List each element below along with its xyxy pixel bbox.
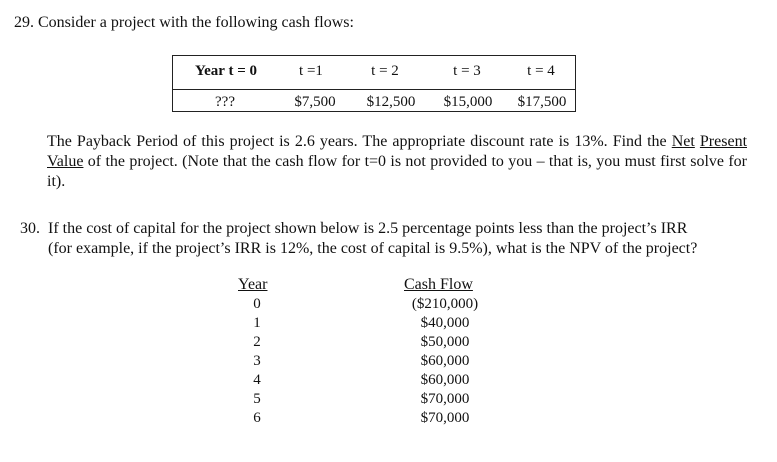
table-header-t3: t = 3 <box>453 63 481 79</box>
question-text-line: (for example, if the project’s IRR is 12%, the cost of capital is 9.5%), what is the NPV of the project? <box>48 240 698 257</box>
table-header-t1: t =1 <box>299 63 323 79</box>
table-value-t2: $12,500 <box>366 94 416 110</box>
year-value: 2 <box>253 334 261 350</box>
table-header-t2: t = 2 <box>371 63 399 79</box>
paragraph-text: of the project. (Note that the cash flow for t=0 is not provided to you – that is, you must first solve for it). <box>47 153 747 190</box>
question-text-line: If the cost of capital for the project shown below is 2.5 percentage points less than the project’s IRR <box>48 220 688 237</box>
cash-flow-value: $60,000 <box>420 353 470 369</box>
table-header-year-t0: Year t = 0 <box>194 63 257 79</box>
question-29-prompt <box>14 14 354 32</box>
year-value: 3 <box>253 353 261 369</box>
question-30-prompt <box>20 219 745 259</box>
cash-flow-value: $70,000 <box>420 410 470 426</box>
cash-flow-value: $40,000 <box>420 315 470 331</box>
table-divider <box>173 89 575 90</box>
cash-flow-value: $70,000 <box>420 391 470 407</box>
year-value: 5 <box>253 391 261 407</box>
question-29-paragraph <box>47 132 747 192</box>
table-value-t4: $17,500 <box>517 94 567 110</box>
year-value: 6 <box>253 410 261 426</box>
cash-flow-column-header: Cash Flow <box>404 276 473 293</box>
question-number: 30. <box>20 220 40 237</box>
year-value: 1 <box>253 315 261 331</box>
paragraph-text: The Payback Period of this project is 2.6 years. The appropriate discount rate is 13%. Find the <box>47 133 672 150</box>
question-number: 29. <box>14 14 34 31</box>
cash-flow-table <box>172 55 576 112</box>
cash-flow-value: $50,000 <box>420 334 470 350</box>
year-column-header: Year <box>238 276 268 293</box>
question-text: Consider a project with the following cash flows: <box>38 14 354 31</box>
year-value: 0 <box>253 296 261 312</box>
underlined-term: Present Value <box>47 133 748 170</box>
table-value-t0: ??? <box>215 94 235 110</box>
table-value-t3: $15,000 <box>443 94 493 110</box>
table-value-t1: $7,500 <box>294 94 336 110</box>
year-value: 4 <box>253 372 261 388</box>
underlined-term: Net <box>671 133 695 150</box>
cash-flow-value: ($210,000) <box>411 296 479 312</box>
cash-flow-value: $60,000 <box>420 372 470 388</box>
table-header-t4: t = 4 <box>527 63 555 79</box>
